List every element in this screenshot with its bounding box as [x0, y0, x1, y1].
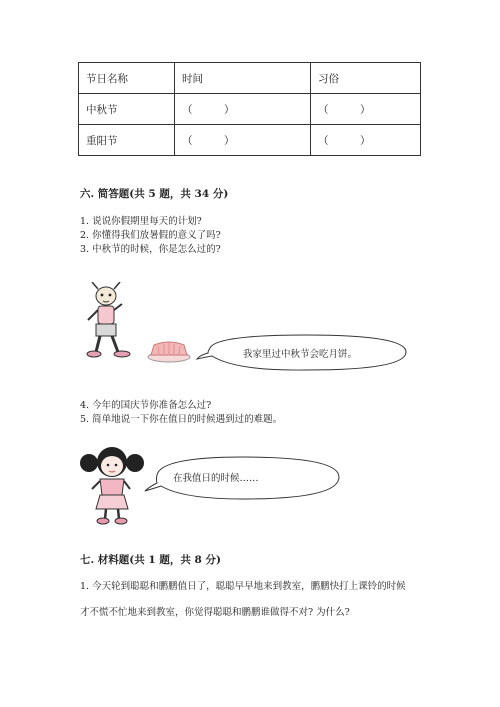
section-6-title: 六. 简答题(共 5 题，共 34 分): [80, 188, 229, 200]
answer-blank[interactable]: （ ）: [175, 125, 311, 156]
question-text: 1. 说说你假期里每天的计划?: [80, 216, 202, 227]
mooncake-illustration: [146, 337, 192, 363]
question-text: 才不慌不忙地来到教室，你觉得聪聪和鹏鹏谁做得不对? 为什么?: [80, 607, 350, 618]
goat-character-illustration: [78, 282, 138, 360]
festival-table: [78, 62, 421, 156]
header-cell-name: 节日名称: [79, 63, 175, 94]
table-row: [79, 94, 421, 125]
answer-blank[interactable]: （ ）: [311, 94, 421, 125]
girl-character-illustration: [78, 443, 146, 527]
section-7-title: 七. 材料题(共 1 题，共 8 分): [80, 554, 221, 566]
table-cell: 重阳节: [79, 125, 175, 156]
table-cell: 中秋节: [79, 94, 175, 125]
question-text: 2. 你懂得我们放暑假的意义了吗?: [80, 230, 221, 241]
speech-bubble-text: 在我值日的时候……: [173, 473, 259, 484]
answer-blank[interactable]: （ ）: [175, 94, 311, 125]
question-text: 5. 简单地说一下你在值日的时候遇到过的难题。: [80, 414, 283, 425]
header-cell-custom: 习俗: [311, 63, 421, 94]
question-text: 3. 中秋节的时候，你是怎么过的?: [80, 244, 221, 255]
answer-blank[interactable]: （ ）: [311, 125, 421, 156]
table-row: [79, 125, 421, 156]
question-text: 1. 今天轮到聪聪和鹏鹏值日了，聪聪早早地来到教室，鹏鹏快打上课铃的时候: [80, 581, 406, 592]
table-header-row: [79, 63, 421, 94]
speech-bubble-text: 我家里过中秋节会吃月饼。: [243, 349, 358, 360]
question-text: 4. 今年的国庆节你准备怎么过?: [80, 400, 212, 411]
header-cell-time: 时间: [175, 63, 311, 94]
